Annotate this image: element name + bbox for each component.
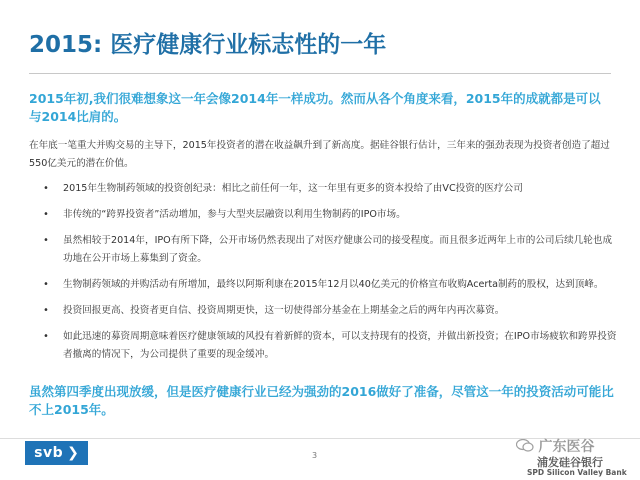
bullet-glyph: •	[43, 209, 49, 220]
bullet-list	[29, 180, 619, 364]
conclusion-highlight: 虽然第四季度出现放缓，但是医疗健康行业已经为强劲的2016做好了准备，尽管这一年的投资活动可能比不上2015年。	[29, 384, 614, 417]
summary-paragraph: 在年底一笔重大并购交易的主导下，2015年投资者的潜在收益飙升到了新高度。据硅谷银行估计，三年来的强劲表现为投资者创造了超过550亿美元的潜在价值。	[29, 140, 610, 169]
svb-logo	[25, 441, 88, 465]
list-item-text: 非传统的“跨界投资者”活动增加，参与大型夹层融资以利用生物制药的IPO市场。	[63, 209, 406, 220]
slide-title: 2015: 医疗健康行业标志性的一年	[29, 32, 387, 58]
wechat-icon	[516, 440, 539, 455]
watermark-bank-cn: 浦发硅谷银行	[537, 456, 603, 469]
list-item	[29, 302, 619, 320]
list-item-text: 生物制药领域的并购活动有所增加，最终以阿斯利康在2015年12月以40亿美元的价格宣布收购Acerta制药的股权，达到顶峰。	[63, 279, 604, 290]
list-item-text: 2015年生物制药领域的投资创纪录：相比之前任何一年，这一年里有更多的资本投给了由VC投资的医疗公司	[63, 183, 523, 194]
watermark-name-row	[516, 436, 595, 456]
watermark-name: 广东医谷	[538, 439, 595, 455]
intro-highlight: 2015年初,我们很难想象这一年会像2014年一样成功。然而从各个角度来看，2015年的成就都是可以与2014比肩的。	[29, 91, 601, 124]
bullet-glyph: •	[43, 235, 49, 246]
list-item	[29, 328, 619, 364]
list-item-text: 投资回报更高、投资者更自信、投资周期更快，这一切使得部分基金在上期基金之后的两年内再次募资。	[63, 305, 505, 316]
list-item-text: 虽然相较于2014年，IPO有所下降，公开市场仍然表现出了对医疗健康公司的接受程度。而且很多近两年上市的公司后续几轮也成功地在公开市场上募集到了资金。	[63, 235, 613, 264]
bullet-glyph: •	[43, 183, 49, 194]
list-item	[29, 180, 619, 198]
bullet-glyph: •	[43, 331, 49, 342]
page-number: 3	[312, 451, 318, 460]
logo-text: svb	[34, 445, 64, 461]
list-item	[29, 206, 619, 224]
title-divider	[29, 73, 611, 74]
watermark-bank-en: SPD Silicon Valley Bank	[527, 468, 627, 477]
list-item	[29, 232, 619, 268]
bullet-glyph: •	[43, 305, 49, 316]
bullet-glyph: •	[43, 279, 49, 290]
list-item-text: 如此迅速的募资周期意味着医疗健康领域的风投有着新鲜的资本，可以支持现有的投资，并做出新投资；在IPO市场疲软和跨界投资者撤离的情况下，为公司提供了重要的现金缓冲。	[63, 331, 617, 360]
list-item	[29, 276, 619, 294]
chevron-right-icon: ❯	[67, 445, 79, 461]
